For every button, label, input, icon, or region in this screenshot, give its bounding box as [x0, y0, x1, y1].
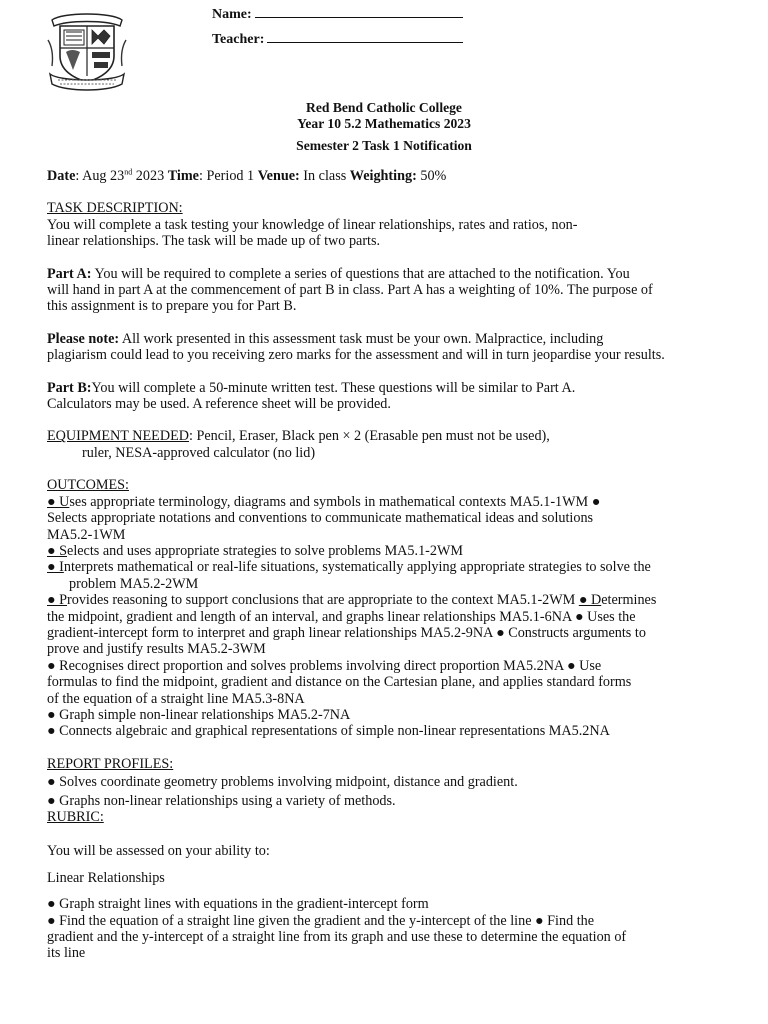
- name-blank[interactable]: [255, 4, 463, 18]
- task-description-heading: TASK DESCRIPTION:: [47, 200, 183, 217]
- report-profiles-heading: REPORT PROFILES:: [47, 755, 174, 772]
- equipment-section: EQUIPMENT NEEDED: Pencil, Eraser, Black pen × 2 (Erasable pen must not be used), ruler, NESA-approved calculator (no lid): [47, 428, 550, 461]
- course-name: Year 10 5.2 Mathematics 2023: [297, 116, 471, 131]
- rubric-section: RUBRIC: You will be assessed on your ability to: Linear Relationships ● Graph straight lines with equations in the gradient-intercept form ● Find the equation of a straight line given the gradient and the y-intercept of the line ● Find the gradient and the y-intercept of a straight line from its graph and use these to determine the equation of its line: [47, 809, 727, 962]
- part-a-section: Part A: You will be required to complete a series of questions that are attached to the notification. You will hand in part A at the commencement of part B in class. Part A has a weighting of 10%. The purpose of this assignment is to prepare you for Part B.: [47, 265, 653, 315]
- teacher-label: Teacher:: [212, 32, 265, 47]
- teacher-blank[interactable]: [267, 29, 463, 43]
- outcomes-section: OUTCOMES: ● Uses appropriate terminology, diagrams and symbols in mathematical contexts MA5.1-1WM ● Selects appropriate notations and conventions to communicate mathematical ideas and solutions MA5.2-1WM ● Selects and uses appropriate strategies to solve problems MA5.1-2WM ● Interprets mathematical or real-life situations, systematically applying appropriate strategies to solve the problem MA5.2-2WM ● Provides reasoning to support conclusions that are appropriate to the context MA5.1-2WM ● Determines the midpoint, gradient and length of an interval, and graphs linear relationships MA5.1-6NA ● Uses the gradient-intercept form to interpret and graph linear relationships MA5.2-9NA ● Constructs arguments to prove and justify results MA5.2-3WM ● Recognises direct proportion and solves problems involving direct proportion MA5.2NA ● Use formulas to find the midpoint, gradient and distance on the Cartesian plane, and applies standard forms of the equation of a straight line MA5.3-8NA ● Graph simple non-linear relationships MA5.2-7NA ● Connects algebraic and graphical representations of simple non-linear representations MA5.2NA: [47, 477, 727, 740]
- task-name: Semester 2 Task 1 Notification: [296, 138, 472, 153]
- rubric-section-title: Linear Relationships: [47, 869, 165, 886]
- please-note-section: Please note: All work presented in this assessment task must be your own. Malpractice, including plagiarism could lead to you receiving zero marks for the assessment and will in turn jeopardise your results.: [47, 330, 665, 364]
- teacher-field: [212, 29, 463, 48]
- school-name: Red Bend Catholic College: [306, 100, 462, 115]
- document-body: [47, 168, 727, 962]
- outcomes-heading: OUTCOMES:: [47, 477, 129, 494]
- equipment-heading: EQUIPMENT NEEDED: [47, 428, 189, 445]
- part-b-section: Part B:You will complete a 50-minute written test. These questions will be similar to Part A. Calculators may be used. A reference sheet will be provided.: [47, 379, 576, 413]
- part-a-label: Part A:: [47, 265, 92, 282]
- name-label: Name:: [212, 7, 252, 22]
- part-b-label: Part B:: [47, 379, 92, 396]
- rubric-heading: RUBRIC:: [47, 809, 104, 825]
- task-description-section: TASK DESCRIPTION: You will complete a task testing your knowledge of linear relationships, rates and ratios, non- linear relationships. The task will be made up of two parts.: [47, 200, 727, 249]
- school-crest-logo: [46, 10, 128, 92]
- name-field: [212, 4, 463, 23]
- please-note-label: Please note:: [47, 330, 120, 347]
- report-profiles-section: REPORT PROFILES: ● Solves coordinate geometry problems involving midpoint, distance and gradient. ● Graphs non-linear relationships using a variety of methods.: [47, 756, 727, 809]
- task-details: Date: Aug 23nd 2023 Time: Period 1 Venue: In class Weighting: 50%: [47, 167, 447, 184]
- document-title: [0, 100, 768, 154]
